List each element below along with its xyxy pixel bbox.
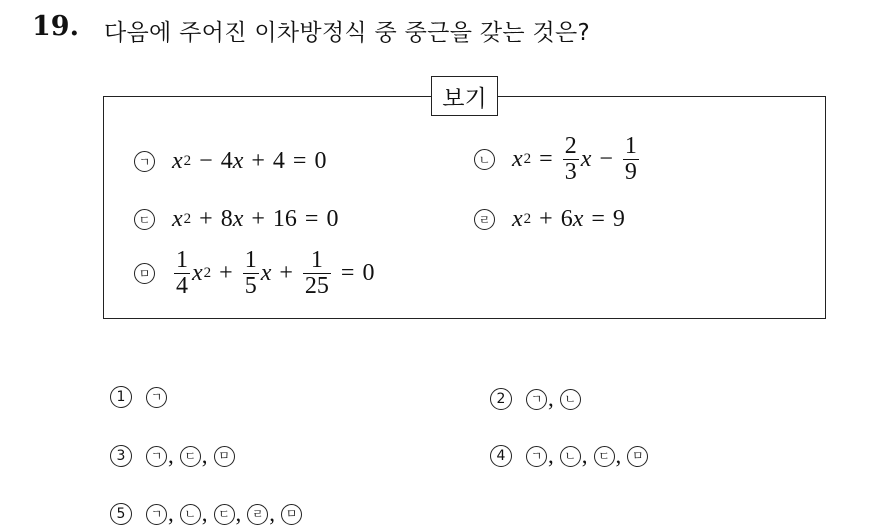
marker-digeut: ㄷ (134, 209, 155, 230)
choice-marker: ㅁ (627, 446, 648, 467)
choice-marker: ㄷ (594, 446, 615, 467)
choice-1[interactable] (110, 386, 167, 408)
example-item-1 (134, 148, 326, 175)
example-item-2 (474, 134, 641, 185)
example-item-5 (134, 248, 374, 299)
choice-marker: ㄷ (180, 446, 201, 467)
choice-marker: ㅁ (281, 504, 302, 525)
choice-5[interactable]: 5 ㄱ , ㄴ , ㄷ , ㄹ , ㅁ (110, 501, 302, 527)
choice-3[interactable]: 3 ㄱ , ㄷ , ㅁ (110, 443, 235, 469)
choice-marker: ㄱ (526, 389, 547, 410)
choice-marker: ㄴ (560, 446, 581, 467)
choice-marker: ㄴ (180, 504, 201, 525)
equation-5: $\frac{1}{4}$ x 2 + $\frac{1}{5}$ x + $\frac{1}{25}$ = 0 (176, 247, 375, 299)
choice-4[interactable]: 4 ㄱ , ㄴ , ㄷ , ㅁ (490, 443, 648, 469)
equation-2: x 2 = $\frac{2}{3}$ x − $\frac{1}{9}$ (512, 133, 637, 185)
choice-marker: ㄱ (526, 446, 547, 467)
choice-marker: ㄴ (560, 389, 581, 410)
choice-marker: ㄱ (146, 504, 167, 525)
choice-marker: ㅁ (214, 446, 235, 467)
example-item-4 (474, 206, 625, 233)
example-box-label: 보기 (431, 76, 498, 116)
equation-1: x 2 − 4 x + 4 = 0 (172, 148, 327, 174)
choice-number: 4 (490, 445, 512, 467)
choice-number: 5 (110, 503, 132, 525)
choice-2[interactable]: 2 ㄱ , ㄴ (490, 386, 581, 412)
marker-nieun: ㄴ (474, 149, 495, 170)
choice-marker: ㄹ (247, 504, 268, 525)
example-item-3 (134, 206, 338, 233)
question-number: 19. (32, 11, 79, 42)
choice-number: 2 (490, 388, 512, 410)
equation-3: x 2 + 8 x + 16 = 0 (172, 206, 339, 232)
choice-marker: ㄱ (146, 446, 167, 467)
marker-rieul: ㄹ (474, 209, 495, 230)
choice-number: 1 (110, 386, 132, 408)
marker-mieum: ㅁ (134, 263, 155, 284)
question-text: 다음에 주어진 이차방정식 중 중근을 갖는 것은? (104, 20, 591, 46)
equation-4: x 2 + 6 x = 9 (512, 206, 625, 232)
choice-marker: ㄱ (146, 387, 167, 408)
choice-marker: ㄷ (214, 504, 235, 525)
choice-number: 3 (110, 445, 132, 467)
marker-giyeok: ㄱ (134, 151, 155, 172)
